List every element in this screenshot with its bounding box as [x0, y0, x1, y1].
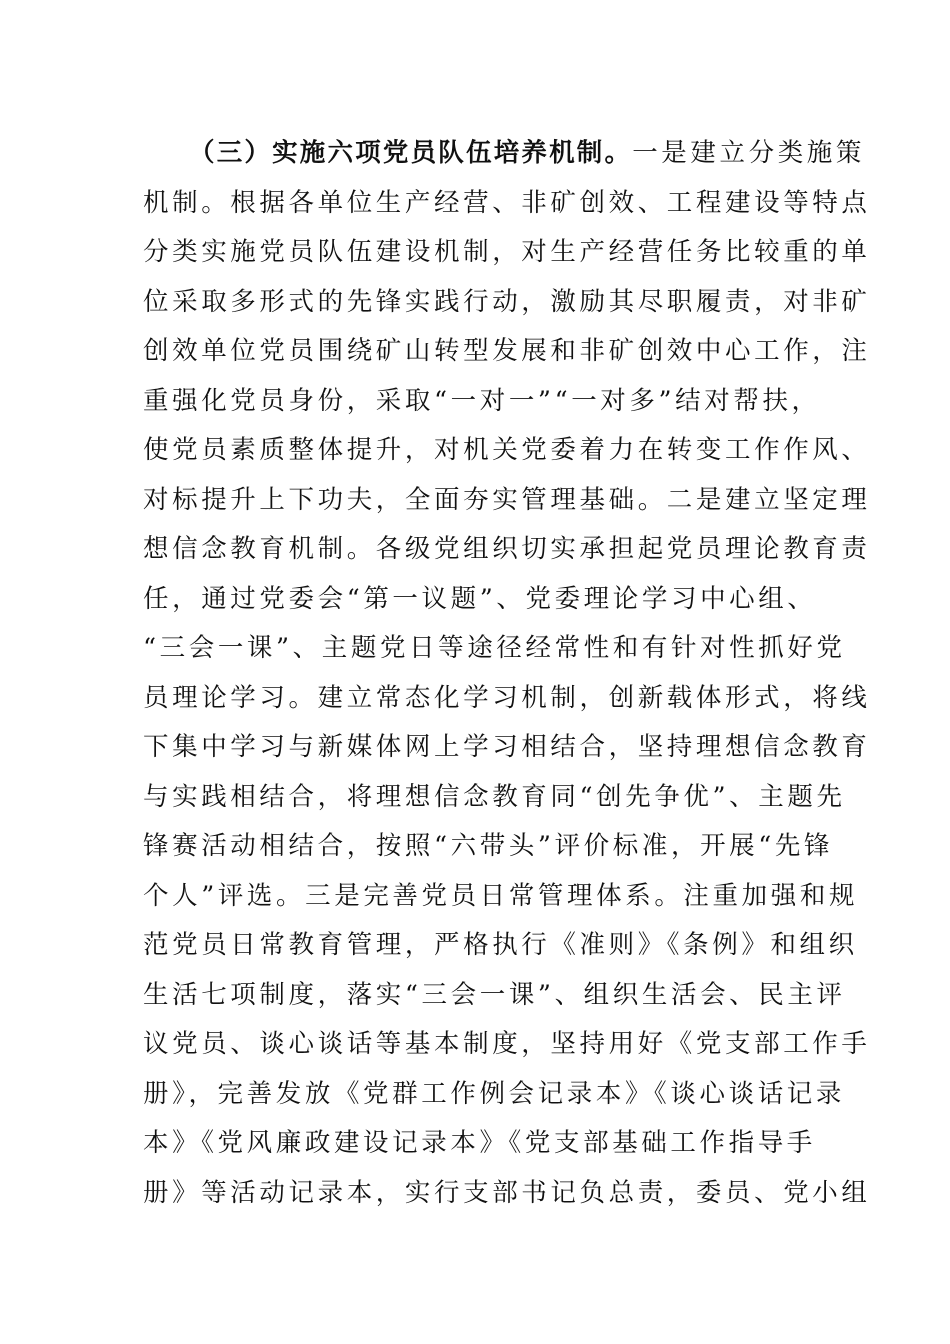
section-heading: （三）实施六项党员队伍培养机制。 — [189, 138, 633, 168]
text-line-16: 个人”评选。三是完善党员日常管理体系。注重加强和规 — [143, 880, 859, 911]
text-line-14: 与实践相结合，将理想信念教育同“创先争优”、主题先 — [143, 781, 846, 812]
text-line-9: 想信念教育机制。各级党组织切实承担起党员理论教育责 — [143, 534, 871, 564]
text-line-12: 员理论学习。建立常态化学习机制，创新载体形式，将线 — [143, 682, 871, 713]
text-line-6: 重强化党员身份，采取“一对一”“一对多”结对帮扶， — [143, 385, 821, 416]
text-line-1-rest: 一是建立分类施策 — [632, 138, 866, 168]
text-line-13: 下集中学习与新媒体网上学习相结合，坚持理想信念教育 — [143, 732, 871, 762]
text-line-3: 分类实施党员队伍建设机制，对生产经营任务比较重的单 — [143, 237, 871, 267]
text-line-1 — [143, 129, 866, 179]
text-line-21: 本》《党风廉政建设记录本》《党支部基础工作指导手 — [143, 1128, 816, 1158]
text-line-19: 议党员、谈心谈话等基本制度，坚持用好《党支部工作手 — [143, 1029, 871, 1059]
text-line-15: 锋赛活动相结合，按照“六带头”评价标准，开展“先锋 — [143, 831, 834, 861]
text-line-10: 任，通过党委会“第一议题”、党委理论学习中心组、 — [143, 583, 817, 614]
text-line-4: 位采取多形式的先锋实践行动，激励其尽职履责，对非矿 — [143, 286, 871, 317]
body-text — [143, 129, 871, 1218]
text-line-17: 范党员日常教育管理，严格执行《准则》《条例》和组织 — [143, 930, 858, 960]
text-line-20: 册》，完善发放《党群工作例会记录本》《谈心谈话记录 — [143, 1078, 846, 1109]
text-line-2: 机制。根据各单位生产经营、非矿创效、工程建设等特点 — [143, 187, 871, 218]
text-line-7: 使党员素质整体提升，对机关党委着力在转变工作作风、 — [143, 435, 871, 465]
text-line-8: 对标提升上下功夫，全面夯实管理基础。二是建立坚定理 — [143, 484, 871, 515]
text-line-18: 生活七项制度，落实“三会一课”、组织生活会、民主评 — [143, 979, 846, 1010]
text-line-22: 册》等活动记录本，实行支部书记负总责，委员、党小组 — [143, 1177, 871, 1208]
text-line-5: 创效单位党员围绕矿山转型发展和非矿创效中心工作，注 — [143, 336, 871, 366]
text-line-11: “三会一课”、主题党日等途径经常性和有针对性抓好党 — [143, 633, 846, 663]
